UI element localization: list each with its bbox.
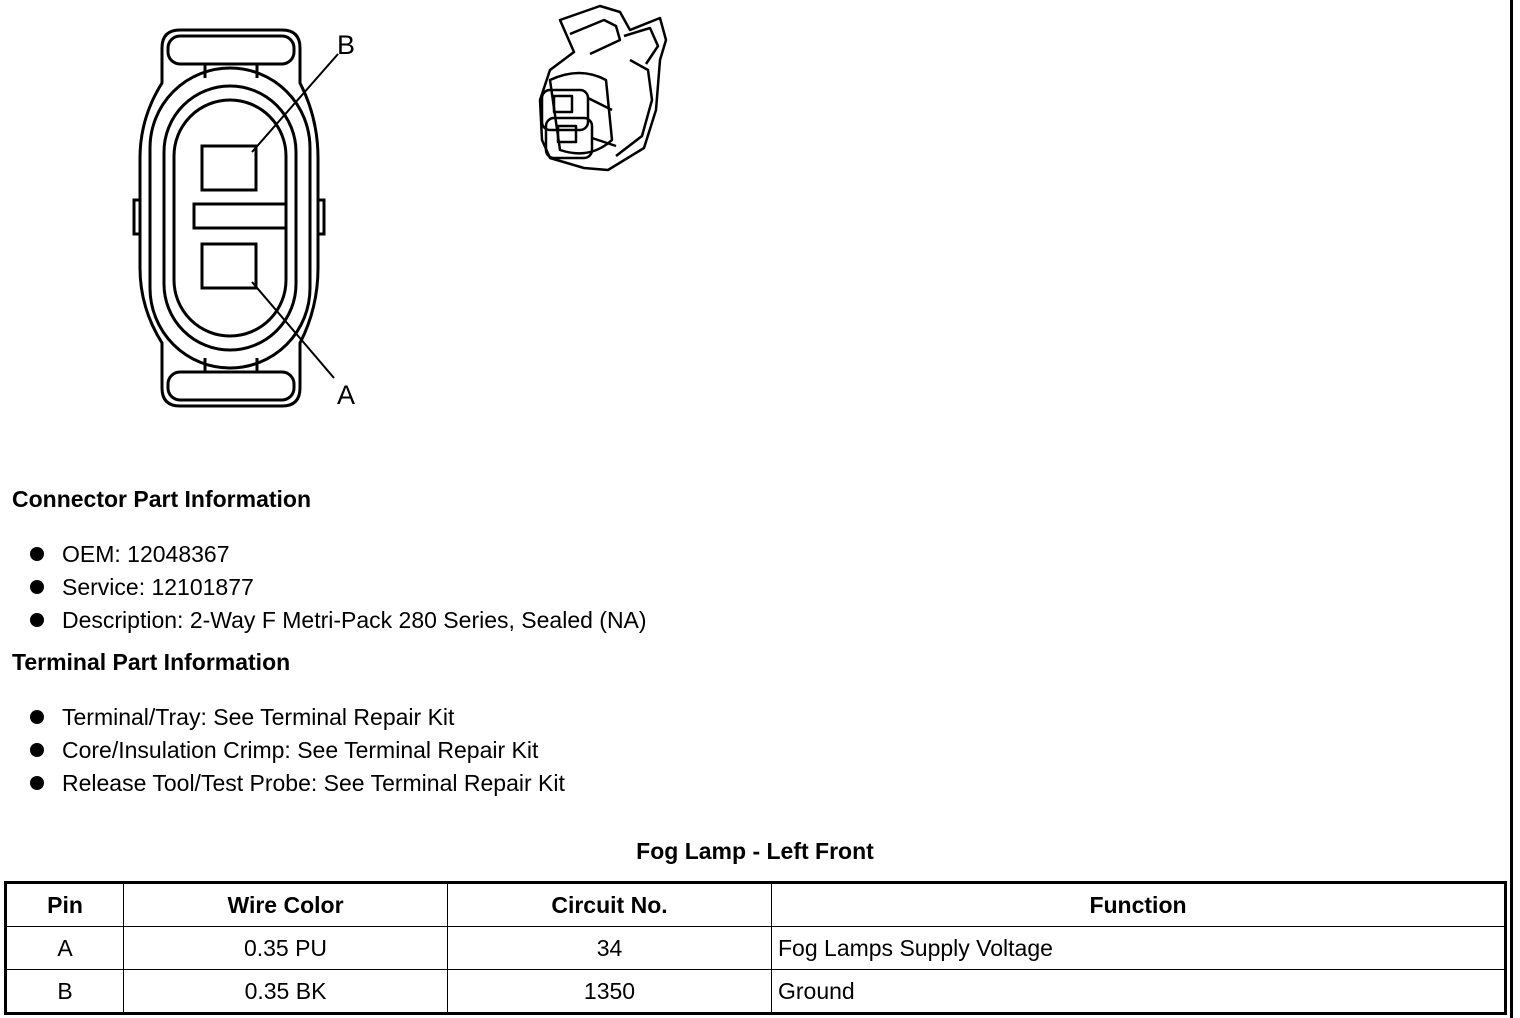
bullet-icon <box>30 547 44 561</box>
column-header-wire-color: Wire Color <box>124 883 448 927</box>
cell-circuit-no: 34 <box>448 927 772 970</box>
list-item: Release Tool/Test Probe: See Terminal Repair Kit <box>0 769 565 802</box>
cell-function: Fog Lamps Supply Voltage <box>772 927 1506 970</box>
pinout-table <box>4 881 1507 1015</box>
pin-a-label: A <box>337 380 356 410</box>
bullet-icon <box>30 613 44 627</box>
cell-wire-color: 0.35 PU <box>124 927 448 970</box>
cell-wire-color: 0.35 BK <box>124 970 448 1014</box>
cell-pin: B <box>6 970 124 1014</box>
list-item: Core/Insulation Crimp: See Terminal Repair Kit <box>0 736 565 769</box>
bullet-icon <box>30 580 44 594</box>
list-item: Terminal/Tray: See Terminal Repair Kit <box>0 703 565 736</box>
column-header-function: Function <box>772 883 1506 927</box>
connector-isometric-drawing <box>520 0 700 180</box>
cell-circuit-no: 1350 <box>448 970 772 1014</box>
connector-face-drawing <box>110 8 400 428</box>
connector-info-heading: Connector Part Information <box>12 486 312 512</box>
bullet-icon <box>30 710 44 724</box>
list-item: Service: 12101877 <box>0 573 647 606</box>
cell-function: Ground <box>772 970 1506 1014</box>
list-item: Description: 2-Way F Metri-Pack 280 Series, Sealed (NA) <box>0 606 647 639</box>
column-header-circuit-no: Circuit No. <box>448 883 772 927</box>
terminal-info-heading: Terminal Part Information <box>12 649 291 675</box>
cell-pin: A <box>6 927 124 970</box>
bullet-icon <box>30 776 44 790</box>
column-header-pin: Pin <box>6 883 124 927</box>
table-row <box>6 927 1506 970</box>
table-header-row <box>6 883 1506 927</box>
terminal-info-list <box>0 703 565 802</box>
bullet-icon <box>30 743 44 757</box>
pin-b-label: B <box>337 30 356 60</box>
page-border-rule <box>1510 0 1513 1018</box>
connector-info-list <box>0 540 647 639</box>
table-title: Fog Lamp - Left Front <box>636 838 874 864</box>
table-row <box>6 970 1506 1014</box>
list-item: OEM: 12048367 <box>0 540 647 573</box>
